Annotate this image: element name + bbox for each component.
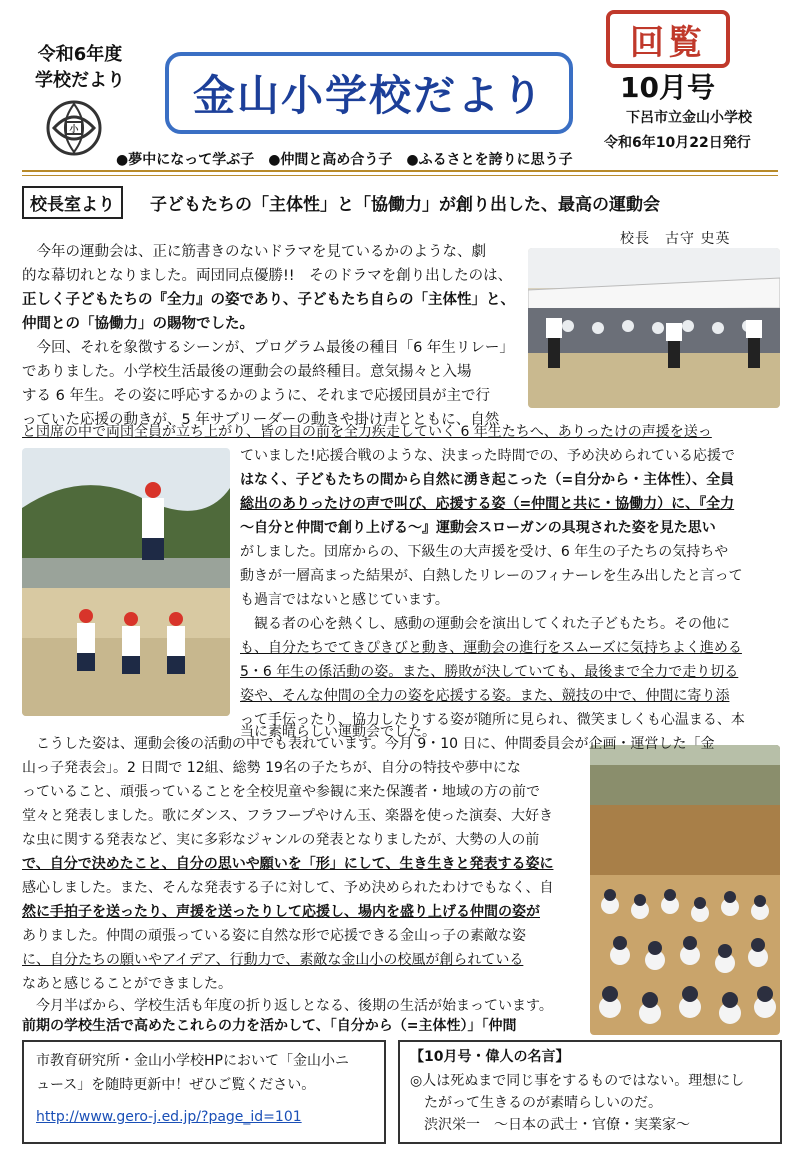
body-line: 的な幕切れとなりました。両団同点優勝!! そのドラマを創り出したのは、 xyxy=(22,268,513,284)
header-divider-top xyxy=(22,170,778,172)
body-line: ありました。仲間の頑張っている姿に自然な形で応援できる金山っ子の素敵な姿 xyxy=(22,928,526,944)
body-line: 姿や、そんな仲間の全力の姿を応援する姿。また、競技の中で、仲間に寄り添 xyxy=(240,688,730,704)
header-divider-bottom xyxy=(22,175,778,176)
body-line: ていました!応援合戦のような、決まった時間での、予め決められている応援で xyxy=(240,448,736,464)
quote-attribution: 渋沢栄一 ～日本の武士・官僚・実業家～ xyxy=(410,1117,690,1133)
body-line: 今年の運動会は、正に筋書きのないドラマを見ているかのような、劇 xyxy=(22,244,486,260)
stamp-text: 回覧 xyxy=(630,22,706,63)
body-line: 動きが一層高まった結果が、白熱したリレーのフィナーレを生み出したと言って xyxy=(240,568,743,584)
body-line: と団席の中で両団全員が立ち上がり、皆の目の前を全力疾走していく 6 年生たちへ、ありったけの声援を送っ xyxy=(22,424,712,440)
publish-date: 令和6年10月22日発行 xyxy=(604,135,751,151)
school-emblem-icon xyxy=(44,98,104,158)
series-label: 学校だより xyxy=(35,70,125,91)
author-line: 校長 古守 史英 xyxy=(620,231,731,247)
news-line-2: ュース」を随時更新中！ぜひご覧ください。 xyxy=(36,1077,316,1093)
news-line-1: 市教育研究所・金山小学校HPにおいて「金山小ニ xyxy=(36,1053,349,1069)
school-mottos: ●夢中になって学ぶ子 ●仲間と高め合う子 ●ふるさとを誇りに思う子 xyxy=(116,152,573,168)
body-line: はなく、子どもたちの間から自然に湧き起こった（=自分から・主体性）、全員 xyxy=(240,472,735,488)
school-name: 下呂市立金山小学校 xyxy=(626,110,752,126)
body-line: 当に素晴らしい運動会でした。 xyxy=(240,724,436,740)
issue-label: 10月号 xyxy=(620,71,715,104)
body-line: で、自分で決めたこと、自分の思いや願いを「形」にして、生き生きと発表する姿に xyxy=(22,856,554,872)
quote-line-1: ◎人は死ぬまで同じ事をするものではない。理想にし xyxy=(410,1073,745,1089)
body-line: っていた応援の動きが、5 年サブリーダーの動きや掛け声とともに、自然 xyxy=(22,412,500,428)
body-line: こうした姿は、運動会後の活動の中でも表れています。今月 9・10 日に、仲間委員会が企画・運営した「金 xyxy=(22,736,715,752)
body-line: 正しく子どもたちの『全力』の姿であり、子どもたち自らの「主体性」と、 xyxy=(22,292,515,308)
header-left xyxy=(20,42,140,94)
body-line: 仲間との「協働力」の賜物でした。 xyxy=(22,316,254,332)
body-line: なあと感じることができました。 xyxy=(22,976,232,992)
body-line: に、自分たちの願いやアイデア、行動力で、素敵な金山小の校風が創られている xyxy=(22,952,524,968)
body-line: って手伝ったり、協力したりする姿が随所に見られ、微笑ましくも心温まる、本 xyxy=(240,712,745,728)
quote-title: 【10月号・偉人の名言】 xyxy=(410,1049,570,1065)
newsletter-title-box xyxy=(165,52,573,134)
relay-photo-tent xyxy=(528,248,780,408)
svg-text:小: 小 xyxy=(69,125,79,135)
body-line: 感心しました。また、そんな発表する子に対して、予め決められたわけでもなく、自 xyxy=(22,880,554,896)
body-line: も過言ではないと感じています。 xyxy=(240,592,449,608)
newsletter-title: 金山小学校だより xyxy=(192,71,545,120)
body-line: 堂々と発表しました。歌にダンス、フラフープやけん玉、楽器を使った演奏、大好き xyxy=(22,808,554,824)
body-line: 観る者の心を熱くし、感動の運動会を演出してくれた子どもたち。その他に xyxy=(240,616,730,632)
presentation-gym-photo xyxy=(590,745,780,1035)
body-line: 今回、それを象徴するシーンが、プログラム最後の種目「6 年生リレー」 xyxy=(22,340,514,356)
body-line: 然に手拍子を送ったり、声援を送ったりして応援し、場内を盛り上げる仲間の姿が xyxy=(22,904,540,920)
body-line: 山っ子発表会」。2 日間で 12組、総勢 19名の子たちが、自分の特技や夢中にな xyxy=(22,760,521,776)
quote-line-2: たがって生きるのが素晴らしいのだ。 xyxy=(410,1095,662,1111)
relay-photo-runners xyxy=(22,448,230,716)
circulation-stamp xyxy=(606,10,730,68)
quote-box xyxy=(398,1040,782,1144)
body-line: がしました。団席からの、下級生の大声援を受け、6 年生の子たちの気持ちや xyxy=(240,544,729,560)
news-box xyxy=(22,1040,386,1144)
year-label: 令和6年度 xyxy=(37,44,123,65)
body-line: 5・6 年生の係活動の姿。また、勝敗が決していても、最後まで全力で走り切る xyxy=(240,664,739,680)
section-label: 校長室より xyxy=(22,186,123,219)
body-line: 総出のありったけの声で叫び、応援する姿（=仲間と共に・協働力）に、『全力 xyxy=(240,496,735,512)
body-line: っていること、頑張っていることを全校児童や参観に来た保護者・地域の方の前で xyxy=(22,784,540,800)
body-line: な虫に関する発表など、実に多彩なジャンルの発表となりましたが、大勢の人の前 xyxy=(22,832,540,848)
section-title: 子どもたちの「主体性」と「協働力」が創り出した、最高の運動会 xyxy=(150,195,660,215)
body-line: 前期の学校生活で高めたこれらの力を活かして、「自分から（=主体性）」「仲間 xyxy=(22,1018,517,1034)
school-hp-link[interactable]: http://www.gero-j.ed.jp/?page_id=101 xyxy=(36,1109,302,1125)
body-line: 今月半ばから、学校生活も年度の折り返しとなる、後期の生活が始まっています。 xyxy=(22,998,553,1014)
body-line: ～自分と仲間で創り上げる～』運動会スローガンの具現された姿を見た思い xyxy=(240,520,716,536)
body-line: する 6 年生。その姿に呼応するかのように、それまで応援団員が主で行 xyxy=(22,388,490,404)
body-line: も、自分たちでてきぴきびと動き、運動会の進行をスムーズに気持ちよく進める xyxy=(240,640,742,656)
body-line: でありました。小学校生活最後の運動会の最終種目。意気揚々と入場 xyxy=(22,364,472,380)
